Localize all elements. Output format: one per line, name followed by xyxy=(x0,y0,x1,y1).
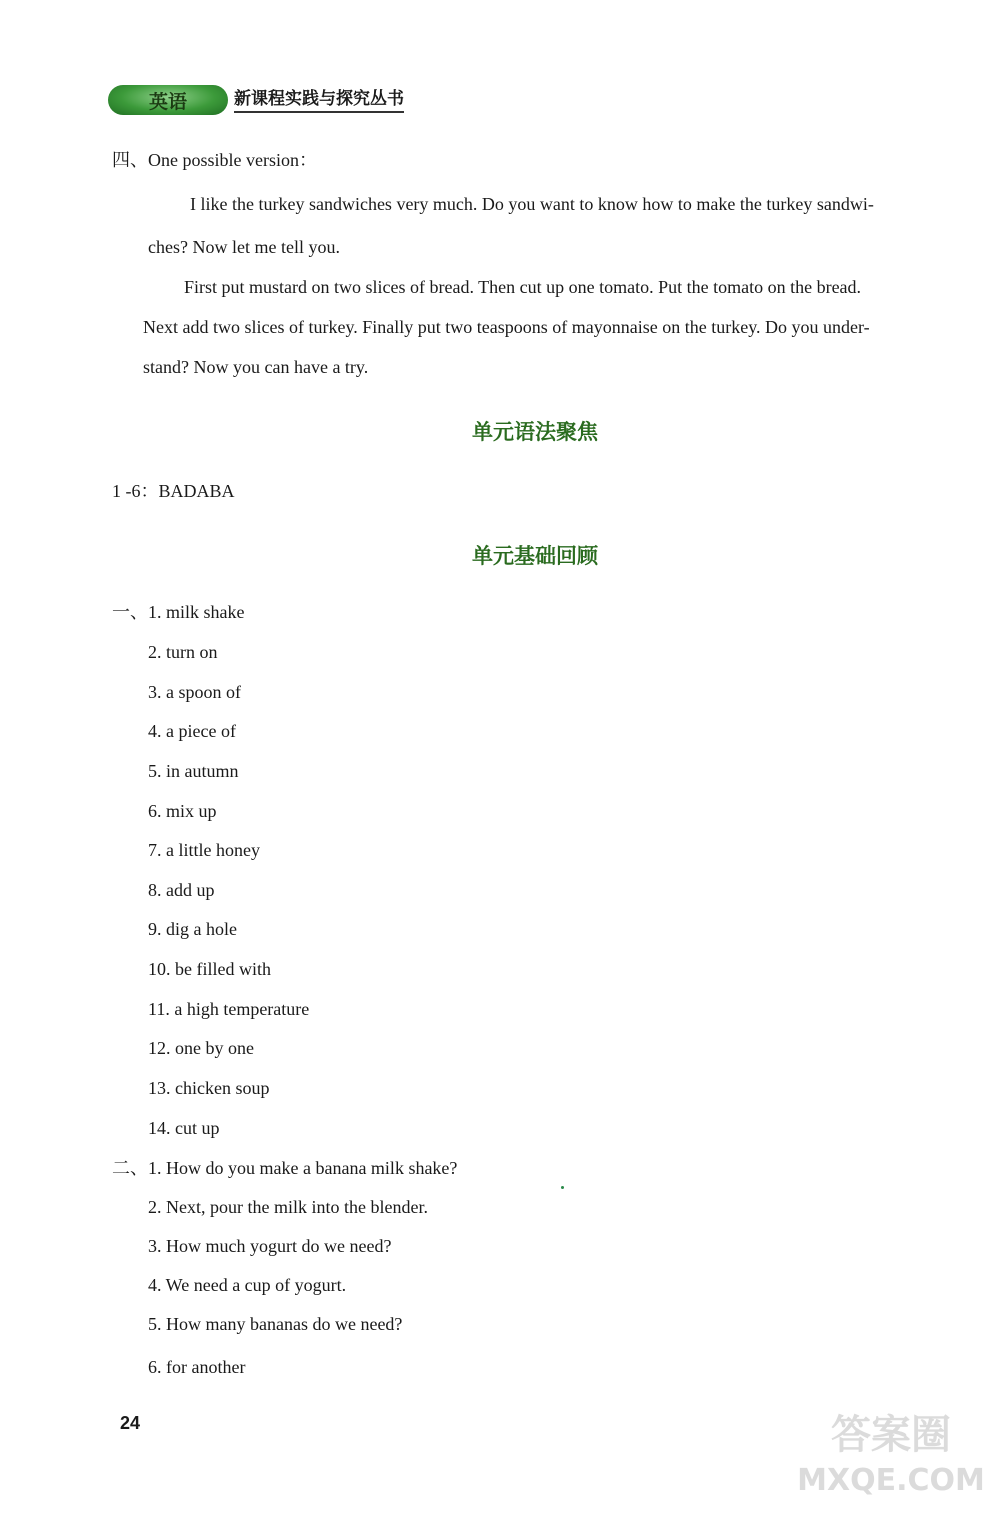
page-header xyxy=(108,84,404,116)
part4-label: 四、One possible version： xyxy=(112,150,317,170)
list-item: 1. How do you make a banana milk shake? xyxy=(148,1158,458,1178)
paragraph-line: First put mustard on two slices of bread. Then cut up one tomato. Put the tomato on the bread. xyxy=(184,277,862,297)
list-item: 5. in autumn xyxy=(148,761,239,781)
list-item: 9. dig a hole xyxy=(148,919,237,939)
list-item: 4. We need a cup of yogurt. xyxy=(148,1275,347,1295)
grammar-answer: 1 -6：BADABA xyxy=(112,481,235,501)
page-number: 24 xyxy=(120,1413,141,1433)
list-item: 11. a high temperature xyxy=(148,999,310,1019)
list-item: 6. mix up xyxy=(148,801,217,821)
subject-badge: 英语 xyxy=(108,85,228,115)
paragraph-line: I like the turkey sandwiches very much. Do you want to know how to make the turkey sandwi- xyxy=(190,194,874,214)
list-item: 10. be filled with xyxy=(148,959,271,979)
paragraph-line: Next add two slices of turkey. Finally put two teaspoons of mayonnaise on the turkey. Do you under- xyxy=(143,317,870,337)
list-item: 2. turn on xyxy=(148,642,218,662)
stray-dot xyxy=(561,1186,564,1189)
list-item: 7. a little honey xyxy=(148,840,260,860)
paragraph-line: ches? Now let me tell you. xyxy=(148,237,340,257)
watermark-logo xyxy=(796,1402,986,1505)
list-item: 12. one by one xyxy=(148,1038,254,1058)
watermark-bottom-text: MXQE.COM xyxy=(797,1463,985,1498)
list-item: 3. a spoon of xyxy=(148,682,241,702)
series-title: 新课程实践与探究丛书 xyxy=(234,88,404,113)
list-item: 5. How many bananas do we need? xyxy=(148,1314,403,1334)
list-item: 3. How much yogurt do we need? xyxy=(148,1236,392,1256)
list-item: 8. add up xyxy=(148,880,215,900)
part2-label: 二、 xyxy=(112,1158,148,1178)
grammar-section-title: 单元语法聚焦 xyxy=(472,420,598,444)
list-item: 1. milk shake xyxy=(148,602,245,622)
list-item: 4. a piece of xyxy=(148,721,236,741)
paragraph-line: stand? Now you can have a try. xyxy=(143,357,369,377)
review-section-title: 单元基础回顾 xyxy=(472,544,598,568)
list-item: 6. for another xyxy=(148,1357,246,1377)
watermark-top-text: 答案圈 xyxy=(831,1412,951,1458)
part1-label: 一、 xyxy=(112,602,148,622)
list-item: 13. chicken soup xyxy=(148,1078,270,1098)
list-item: 2. Next, pour the milk into the blender. xyxy=(148,1197,428,1217)
list-item: 14. cut up xyxy=(148,1118,220,1138)
